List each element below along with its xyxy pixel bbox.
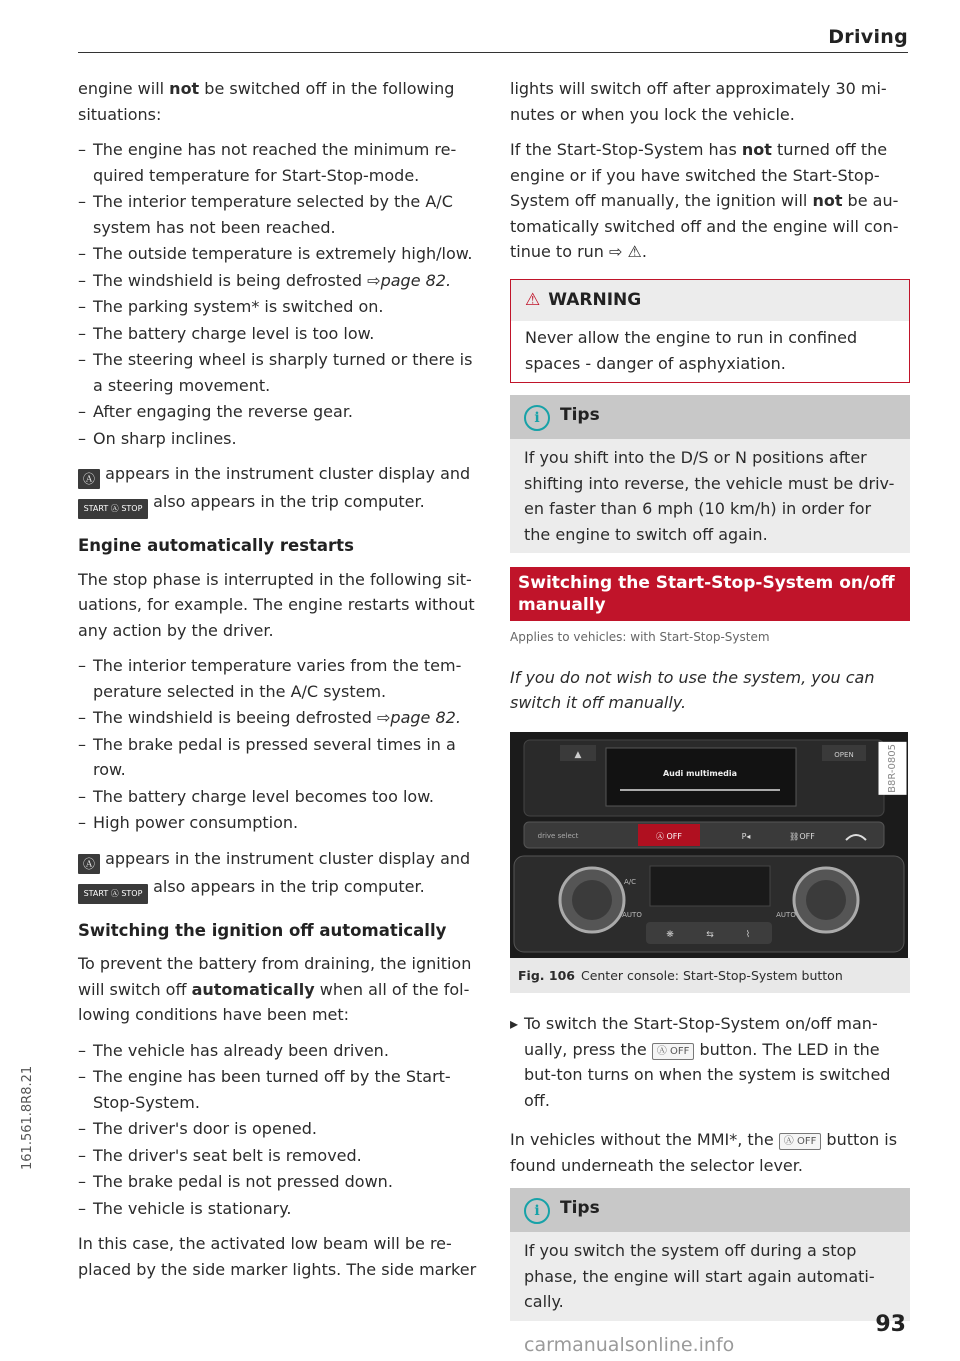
start-stop-icon: Ⓐ — [78, 854, 100, 874]
list-item: – High power consumption. — [78, 810, 478, 836]
list-item: – The brake pedal is not pressed down. — [78, 1169, 478, 1195]
indicator-paragraph: Ⓐ appears in the instrument cluster display and START Ⓐ STOP also appears in the trip computer. — [78, 846, 478, 904]
tips-title: Tips — [560, 405, 600, 425]
ignition-note: If the Start-Stop-System has not turned off the engine or if you have switched the Start-Stop-System off manually, the ignition will not be au-tomatically switched off and the engine will con-tinue to run ⇨ ⚠. — [510, 140, 899, 261]
info-icon: i — [524, 1198, 550, 1224]
list-item: – The vehicle is stationary. — [78, 1196, 478, 1222]
start-stop-icon: Ⓐ — [78, 469, 100, 489]
list-item: – The interior temperature selected by the A/C system has not been reached. — [78, 189, 478, 240]
console-illustration — [510, 732, 908, 958]
section-header: Driving — [828, 26, 908, 48]
restart-list — [78, 653, 478, 836]
figure-code: B8R-0805 — [879, 742, 907, 795]
page-ref-link[interactable]: ⇨page 82. — [367, 270, 452, 290]
left-column — [78, 76, 478, 1292]
svg-text:⇆: ⇆ — [706, 929, 714, 940]
tips-box — [510, 395, 910, 553]
center-console-figure — [510, 732, 908, 958]
tips-box — [510, 1188, 910, 1321]
list-item: – The engine has been turned off by the Start-Stop-System. — [78, 1064, 478, 1115]
restart-paragraph: The stop phase is interrupted in the following sit-uations, for example. The engine restarts without any action by the driver. — [78, 569, 475, 640]
svg-text:⛓OFF: ⛓OFF — [789, 831, 815, 841]
watermark: carmanualsonline.info — [524, 1334, 735, 1356]
info-icon: i — [524, 405, 550, 431]
ac-label: A/C — [623, 877, 637, 886]
page-ref-link[interactable]: ⇨page 82. — [377, 708, 461, 727]
ignition-list — [78, 1038, 478, 1222]
svg-text:P◂: P◂ — [741, 831, 751, 841]
indicator-paragraph: Ⓐ appears in the instrument cluster display and START Ⓐ STOP also appears in the trip computer. — [78, 461, 478, 519]
figure-caption: Fig. 106 Center console: Start-Stop-System button — [510, 958, 910, 994]
auto-label-left: AUTO — [622, 910, 642, 919]
document-code: 161.561.8R8.21 — [20, 1065, 35, 1170]
final-paragraph: In this case, the activated low beam will be re-placed by the side marker lights. The side marker — [78, 1234, 477, 1279]
start-stop-button-icon: Ⓐ OFF — [652, 1043, 695, 1060]
start-stop-off-button[interactable]: Ⓐ OFF — [655, 831, 683, 841]
svg-text:▲: ▲ — [574, 749, 582, 760]
instruction-step: ▸ To switch the Start-Stop-System on/off man-ually, press the Ⓐ OFF button. The LED in the but-ton turns on when the system is switched off. — [510, 1011, 910, 1113]
restart-heading: Engine automatically restarts — [78, 536, 354, 555]
list-item: – The parking system* is switched on. — [78, 294, 478, 320]
list-item: – After engaging the reverse gear. — [78, 399, 478, 425]
page-number: 93 — [875, 1312, 906, 1337]
start-stop-wide-icon: START Ⓐ STOP — [78, 499, 148, 519]
list-item: – On sharp inclines. — [78, 426, 478, 452]
svg-text:❋: ❋ — [666, 929, 674, 940]
list-item: – The battery charge level is too low. — [78, 321, 478, 347]
screen-label: Audi multimedia — [662, 768, 738, 778]
applies-to: Applies to vehicles: with Start-Stop-System — [510, 630, 770, 644]
continued-paragraph: lights will switch off after approximately 30 mi-nutes or when you lock the vehicle. — [510, 79, 887, 124]
list-item: – The brake pedal is pressed several times in a row. — [78, 732, 478, 783]
list-item: – The driver's door is opened. — [78, 1116, 478, 1142]
list-item: – The windshield is being defrosted ⇨page 82. — [78, 268, 478, 294]
warning-icon: ⚠ — [525, 289, 541, 310]
warning-title: WARNING — [548, 289, 642, 310]
ignition-heading: Switching the ignition off automatically — [78, 920, 447, 940]
open-label: OPEN — [834, 750, 854, 759]
intro-paragraph: engine will not be switched off in the following situations: — [78, 79, 455, 124]
list-item: – The battery charge level becomes too low. — [78, 784, 478, 810]
list-item: – The steering wheel is sharply turned or there is a steering movement. — [78, 347, 478, 398]
no-stop-list — [78, 137, 478, 451]
list-item: – The engine has not reached the minimum re-quired temperature for Start-Stop-mode. — [78, 137, 478, 188]
mmi-paragraph: In vehicles without the MMI*, the Ⓐ OFF button is found underneath the selector lever. — [510, 1130, 898, 1175]
start-stop-button-icon: Ⓐ OFF — [779, 1133, 822, 1150]
warning-box — [510, 279, 910, 384]
section-intro: If you do not wish to use the system, you can switch it off manually. — [510, 667, 875, 712]
list-item: – The vehicle has already been driven. — [78, 1038, 478, 1064]
list-item: – The driver's seat belt is removed. — [78, 1143, 478, 1169]
list-item: – The windshield is beeing defrosted ⇨page 82. — [78, 705, 478, 731]
section-title: Switching the Start-Stop-System on/off manually — [510, 567, 910, 621]
tips-body: If you shift into the D/S or N positions after shifting into reverse, the vehicle must be driv-en faster than 6 mph (10 km/h) in order for the engine to switch off again. — [524, 448, 895, 544]
drive-select-label: drive select — [537, 831, 579, 840]
start-stop-wide-icon: START Ⓐ STOP — [78, 884, 148, 904]
list-item: – The interior temperature varies from the tem-perature selected in the A/C system. — [78, 653, 478, 704]
right-column — [510, 76, 910, 1335]
warning-body: Never allow the engine to run in confined spaces - danger of asphyxiation. — [511, 321, 909, 382]
list-item: – The outside temperature is extremely high/low. — [78, 241, 478, 267]
svg-text:⌇: ⌇ — [745, 929, 751, 940]
auto-label-right: AUTO — [776, 910, 796, 919]
tips-body: If you switch the system off during a stop phase, the engine will start again automati-cally. — [524, 1241, 875, 1311]
header-rule — [78, 52, 908, 53]
tips-title: Tips — [560, 1198, 600, 1218]
ignition-paragraph: To prevent the battery from draining, the ignition will switch off automatically when all of the fol-lowing conditions have been met: — [78, 954, 472, 1024]
